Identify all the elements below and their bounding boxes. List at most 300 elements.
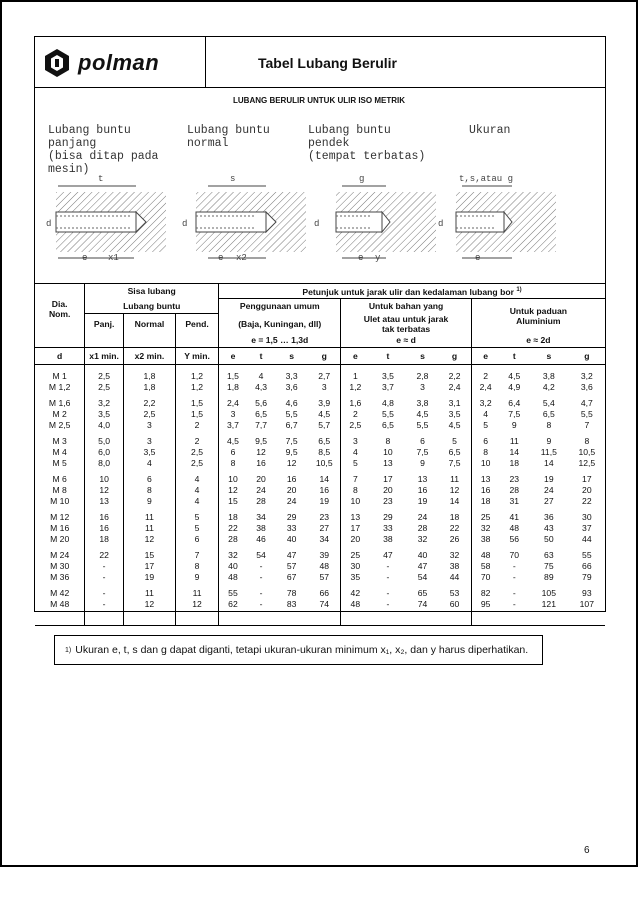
- table-cell: 12: [123, 598, 175, 609]
- table-cell: 33: [383, 522, 393, 533]
- table-cell: 27: [308, 522, 341, 533]
- table-cell: 74: [417, 598, 428, 609]
- table-cell: 67: [286, 571, 297, 582]
- table-cell: 19: [544, 474, 554, 484]
- table-cell: 82: [480, 588, 491, 598]
- table-cell: 8,5: [308, 446, 341, 457]
- brand-name: polman: [78, 50, 160, 75]
- table-cell: 13: [350, 512, 361, 522]
- table-cell: 2: [352, 408, 358, 419]
- table-cell: 31: [509, 495, 520, 506]
- table-cell: 48: [308, 560, 341, 571]
- table-cell: 8: [352, 484, 358, 495]
- table-cell: 6,5: [438, 446, 471, 457]
- table-cell: 6: [420, 436, 425, 446]
- dim-g: g: [359, 174, 365, 184]
- table-cell: 63: [544, 550, 554, 560]
- table-cell: 6,5: [381, 419, 394, 430]
- table-cell: 13: [480, 474, 491, 484]
- table-cell: 11: [438, 468, 471, 484]
- table-cell: 4,2: [542, 381, 555, 392]
- column-header: x2 min.: [123, 348, 175, 365]
- table-cell: 15: [123, 544, 175, 560]
- table-cell: 41: [509, 512, 520, 522]
- table-row: [35, 381, 605, 392]
- table-cell: 3: [308, 381, 341, 392]
- caption-normal-hole: Lubang buntu normal: [187, 124, 270, 150]
- table-row: [35, 506, 605, 522]
- header-dia-nom: Dia. Nom.: [35, 284, 85, 334]
- table-cell: 3,6: [285, 381, 298, 392]
- table-cell: 23: [308, 506, 341, 522]
- dim-d-3: d: [314, 219, 320, 229]
- page-number: 6: [584, 845, 590, 856]
- table-cell: 4: [176, 495, 219, 506]
- table-row: [35, 495, 605, 506]
- table-cell: 1,2: [349, 381, 362, 392]
- header-alu-e: e ≈ 2d: [526, 335, 551, 346]
- table-cell: -: [259, 560, 263, 571]
- table-cell: 5,5: [285, 408, 298, 419]
- table-cell: 10,5: [578, 446, 596, 457]
- table-cell: 48: [228, 571, 238, 582]
- table-cell: 16: [286, 474, 297, 484]
- table-cell: 2,4: [438, 381, 471, 392]
- table-cell: 12: [123, 533, 175, 544]
- dim-x1: x1: [108, 253, 119, 263]
- table-cell: 9: [420, 457, 425, 468]
- table-cell: -: [85, 571, 124, 582]
- table-cell: 3,6: [580, 381, 593, 392]
- header-ductile-e: e ≈ d: [341, 334, 471, 348]
- table-cell: 8: [230, 457, 236, 468]
- table-cell: 105: [541, 588, 556, 598]
- table-cell: -: [512, 560, 516, 571]
- table-cell: 6: [123, 468, 175, 484]
- table-cell: 9: [176, 571, 219, 582]
- table-cell: 33: [286, 522, 297, 533]
- table-cell: M 4: [35, 446, 85, 457]
- table-cell: 16: [308, 484, 341, 495]
- dim-e-2: e: [218, 253, 224, 263]
- table-cell: 5,4: [542, 398, 555, 408]
- table-cell: 16: [417, 484, 428, 495]
- table-cell: 5,0: [85, 430, 124, 446]
- table-cell: 4,3: [255, 381, 268, 392]
- table-cell: 16: [85, 522, 124, 533]
- table-cell: 20: [383, 484, 393, 495]
- table-cell: -: [386, 598, 390, 609]
- table-cell: -: [85, 582, 124, 598]
- table-cell: 83: [286, 598, 297, 609]
- table-cell: 19: [123, 571, 175, 582]
- table-cell: 66: [308, 582, 341, 598]
- table-cell: 6: [176, 533, 219, 544]
- table-cell: 2,2: [438, 365, 471, 382]
- column-header: g: [308, 348, 341, 365]
- table-cell: 5,6: [255, 398, 268, 408]
- table-cell: -: [85, 560, 124, 571]
- table-row: [35, 560, 605, 571]
- table-cell: 4: [176, 484, 219, 495]
- table-cell: 11: [176, 582, 219, 598]
- table-cell: 1,6: [349, 398, 362, 408]
- table-cell: 43: [544, 522, 554, 533]
- table-cell: 1,8: [123, 381, 175, 392]
- table-cell: 48: [350, 598, 361, 609]
- column-header: s: [546, 351, 552, 361]
- table-cell: 13: [85, 495, 124, 506]
- table-cell: 95: [480, 598, 491, 609]
- table-cell: 30: [350, 560, 361, 571]
- dim-e-4: e: [475, 253, 481, 263]
- table-cell: 3: [352, 436, 358, 446]
- table-cell: 14: [509, 446, 520, 457]
- table-cell: 22: [582, 495, 592, 506]
- column-header: s: [289, 351, 295, 361]
- table-cell: 2,4: [226, 398, 239, 408]
- diagram-normal-hole: [196, 186, 306, 258]
- table-cell: 89: [544, 571, 554, 582]
- table-cell: 8: [385, 436, 391, 446]
- table-cell: 10: [480, 457, 491, 468]
- dim-t: t: [98, 174, 104, 184]
- table-cell: 1: [352, 371, 358, 381]
- table-row: [35, 522, 605, 533]
- table-row: [35, 582, 605, 598]
- table-cell: 70: [509, 550, 520, 560]
- table-cell: 24: [544, 484, 554, 495]
- table-cell: 6,5: [255, 408, 268, 419]
- table-cell: 46: [256, 533, 266, 544]
- table-cell: M 1,2: [35, 381, 85, 392]
- table-cell: 10: [228, 474, 238, 484]
- table-cell: 6,5: [308, 430, 341, 446]
- dim-e-3: e: [358, 253, 364, 263]
- table-cell: 5: [483, 419, 489, 430]
- table-cell: M 20: [35, 533, 85, 544]
- table-cell: 1,2: [176, 381, 219, 392]
- table-cell: 2,5: [123, 408, 175, 419]
- table-cell: 78: [286, 588, 297, 598]
- table-cell: 29: [383, 512, 393, 522]
- table-cell: M 2: [35, 408, 85, 419]
- table-cell: 17: [383, 474, 393, 484]
- table-cell: 3,2: [479, 398, 492, 408]
- table-cell: 18: [85, 533, 124, 544]
- table-cell: 2,4: [479, 381, 492, 392]
- table-cell: 38: [256, 522, 266, 533]
- footnote: [54, 635, 543, 665]
- table-cell: 58: [480, 560, 491, 571]
- table-cell: 28: [417, 522, 428, 533]
- table-cell: 3,9: [308, 392, 341, 408]
- table-cell: 20: [256, 474, 266, 484]
- table-cell: 3: [123, 419, 175, 430]
- table-cell: 3,5: [85, 408, 124, 419]
- table-cell: 7,7: [255, 419, 268, 430]
- table-cell: 4,5: [308, 408, 341, 419]
- header-group-ductile-b: Ulet atau untuk jarak tak terbatas: [341, 314, 471, 334]
- table-cell: 5: [438, 430, 471, 446]
- table-cell: 11: [123, 582, 175, 598]
- table-cell: 4,8: [381, 398, 394, 408]
- table-cell: 3,5: [381, 371, 394, 381]
- table-cell: 66: [582, 560, 592, 571]
- table-cell: 14: [438, 495, 471, 506]
- table-cell: 2,5: [349, 419, 362, 430]
- table-cell: 9,5: [255, 436, 268, 446]
- polman-logo-icon: [44, 48, 70, 78]
- table-cell: 121: [541, 598, 556, 609]
- table-cell: 8: [176, 560, 219, 571]
- table-cell: 2,2: [123, 392, 175, 408]
- diagram-long-hole: [56, 186, 166, 258]
- dim-x2: x2: [236, 253, 247, 263]
- table-cell: 5,5: [580, 408, 593, 419]
- table-cell: 8: [123, 484, 175, 495]
- table-cell: 4,7: [580, 398, 593, 408]
- table-cell: 24: [286, 495, 297, 506]
- table-cell: 38: [383, 533, 393, 544]
- table-cell: 22: [228, 522, 238, 533]
- table-subtitle: LUBANG BERULIR UNTUK ULIR ISO METRIK: [233, 96, 405, 105]
- table-cell: 54: [417, 571, 428, 582]
- table-cell: 24: [256, 484, 266, 495]
- table-cell: 7: [176, 544, 219, 560]
- header-lubang-buntu: Lubang buntu: [85, 299, 219, 314]
- table-cell: 2,5: [85, 365, 124, 382]
- table-cell: 22: [85, 544, 124, 560]
- table-row: [35, 533, 605, 544]
- header-petunjuk: Petunjuk untuk jarak ulir dan kedalaman lubang bor $^{1)}$: [302, 286, 522, 297]
- table-row: [35, 430, 605, 446]
- table-cell: 47: [383, 550, 393, 560]
- table-cell: 16: [256, 457, 266, 468]
- table-cell: 13: [417, 474, 428, 484]
- table-cell: 7,5: [438, 457, 471, 468]
- table-cell: 11: [123, 522, 175, 533]
- table-cell: 28: [228, 533, 238, 544]
- table-cell: 65: [417, 588, 428, 598]
- table-cell: 17: [350, 522, 361, 533]
- table-cell: 74: [308, 598, 341, 609]
- table-cell: 38: [438, 560, 471, 571]
- table-cell: 2: [483, 371, 489, 381]
- table-cell: M 1,6: [35, 392, 85, 408]
- table-cell: 4,9: [508, 381, 521, 392]
- column-header: g: [438, 348, 471, 365]
- table-cell: 70: [480, 571, 491, 582]
- table-cell: -: [512, 571, 516, 582]
- table-cell: 3,1: [438, 392, 471, 408]
- table-cell: 42: [350, 588, 361, 598]
- table-row: [35, 598, 605, 609]
- table-cell: 3,2: [85, 392, 124, 408]
- column-header: e: [352, 351, 358, 361]
- table-cell: 2: [176, 430, 219, 446]
- table-cell: 3,5: [123, 446, 175, 457]
- table-cell: 32: [438, 544, 471, 560]
- column-header: x1 min.: [85, 348, 124, 365]
- table-cell: 44: [438, 571, 471, 582]
- table-cell: 62: [228, 598, 238, 609]
- table-cell: 1,2: [176, 365, 219, 382]
- table-cell: 16: [85, 506, 124, 522]
- table-cell: -: [386, 560, 390, 571]
- table-cell: 9,5: [285, 446, 298, 457]
- dim-y: y: [375, 253, 381, 263]
- table-cell: 10: [350, 495, 361, 506]
- table-cell: 22: [438, 522, 471, 533]
- table-cell: 4,0: [85, 419, 124, 430]
- table-cell: 12: [228, 484, 238, 495]
- table-cell: 3: [230, 408, 236, 419]
- frame-top-line: [0, 0, 638, 2]
- table-cell: 15: [228, 495, 238, 506]
- table-cell: 40: [417, 550, 428, 560]
- table-cell: M 5: [35, 457, 85, 468]
- header-pend: Pend.: [176, 314, 219, 334]
- header-normal: Normal: [123, 314, 175, 334]
- table-cell: 26: [438, 533, 471, 544]
- table-cell: M 12: [35, 506, 85, 522]
- table-cell: 20: [582, 484, 592, 495]
- table-cell: 24: [417, 512, 428, 522]
- table-cell: 1,5: [176, 392, 219, 408]
- table-cell: M 3: [35, 430, 85, 446]
- table-cell: 4: [483, 408, 489, 419]
- column-header: d: [35, 348, 85, 365]
- table-row: [35, 365, 605, 382]
- table-cell: 17: [123, 560, 175, 571]
- table-cell: 7: [584, 419, 590, 430]
- table-cell: 9: [511, 419, 517, 430]
- table-cell: 20: [286, 484, 297, 495]
- dim-d-2: d: [182, 219, 188, 229]
- header-panj: Panj.: [85, 314, 124, 334]
- table-cell: 4,6: [285, 398, 298, 408]
- header-general-e: e = 1,5 … 1,3d: [219, 334, 341, 348]
- table-cell: 11: [123, 506, 175, 522]
- column-header: e: [483, 351, 489, 361]
- table-row: [35, 446, 605, 457]
- frame-bottom-line: [0, 865, 638, 867]
- table-body: [35, 365, 605, 626]
- table-cell: -: [259, 598, 263, 609]
- dim-tsg: t,s,atau g: [459, 174, 514, 184]
- table-cell: 5: [176, 522, 219, 533]
- table-cell: 39: [308, 544, 341, 560]
- table-cell: 8: [546, 419, 552, 430]
- table-cell: 6,5: [542, 408, 555, 419]
- table-cell: 4: [352, 446, 358, 457]
- table-cell: 4: [258, 371, 264, 381]
- table-cell: 18: [480, 495, 491, 506]
- table-row: [35, 571, 605, 582]
- table-cell: 10,5: [308, 457, 341, 468]
- table-cell: -: [259, 571, 263, 582]
- table-cell: 7: [352, 474, 358, 484]
- table-cell: 7,5: [285, 436, 298, 446]
- table-cell: 25: [480, 512, 491, 522]
- table-cell: 79: [582, 571, 592, 582]
- table-cell: 7,5: [508, 408, 521, 419]
- table-cell: -: [386, 588, 390, 598]
- table-cell: 4,5: [508, 371, 521, 381]
- table-cell: 14: [544, 457, 554, 468]
- table-cell: -: [85, 598, 124, 609]
- table-cell: M 24: [35, 544, 85, 560]
- table-cell: 3,2: [580, 371, 593, 381]
- table-cell: 11,5: [540, 446, 557, 457]
- column-header: Y min.: [176, 348, 219, 365]
- table-cell: 3: [420, 381, 425, 392]
- table-row: [35, 457, 605, 468]
- table-cell: 34: [308, 533, 341, 544]
- table-cell: 40: [286, 533, 297, 544]
- table-cell: 30: [582, 512, 592, 522]
- table-cell: 7,5: [416, 446, 429, 457]
- table-cell: 8: [584, 436, 590, 446]
- diagram-size-hole: [456, 186, 556, 258]
- table-cell: 40: [228, 560, 238, 571]
- table-cell: 4,5: [438, 419, 471, 430]
- frame-left-line: [0, 0, 2, 867]
- table-cell: 54: [256, 550, 266, 560]
- table-cell: 3,5: [438, 408, 471, 419]
- table-row: [35, 392, 605, 408]
- table-cell: 3,3: [285, 371, 298, 381]
- footnote-text: Ukuran e, t, s dan g dapat diganti, tetapi ukuran-ukuran minimum x₁, x₂, dan y harus diperhatikan.: [75, 644, 529, 656]
- table-cell: 2: [176, 419, 219, 430]
- table-row: [35, 468, 605, 484]
- table-cell: 5: [176, 506, 219, 522]
- header-group-general-b: (Baja, Kuningan, dll): [219, 314, 341, 334]
- table-cell: 18: [228, 512, 238, 522]
- table-row: [35, 419, 605, 430]
- table-cell: 12: [438, 484, 471, 495]
- table-cell: 47: [286, 550, 297, 560]
- table-cell: 107: [579, 598, 594, 609]
- table-cell: 10: [383, 446, 393, 457]
- table-cell: -: [512, 588, 516, 598]
- caption-short-hole: Lubang buntu pendek (tempat terbatas): [308, 124, 426, 163]
- column-header: g: [584, 351, 590, 361]
- table-cell: 75: [544, 560, 554, 571]
- table-cell: 6,0: [85, 446, 124, 457]
- table-cell: 32: [228, 550, 238, 560]
- table-cell: 3,7: [381, 381, 394, 392]
- table-cell: 12,5: [578, 457, 596, 468]
- table-cell: 2,5: [176, 457, 219, 468]
- table-cell: -: [512, 598, 516, 609]
- table-cell: 12: [85, 484, 124, 495]
- table-cell: 57: [286, 560, 297, 571]
- header-group-ductile-a: Untuk bahan yang: [341, 299, 471, 314]
- table-cell: 4: [123, 457, 175, 468]
- table-cell: 18: [509, 457, 520, 468]
- table-cell: 1,8: [123, 365, 175, 382]
- column-header: t: [386, 351, 390, 361]
- table-cell: 53: [438, 582, 471, 598]
- table-cell: M 42: [35, 582, 85, 598]
- table-cell: 12: [256, 446, 266, 457]
- table-cell: M 36: [35, 571, 85, 582]
- caption-long-hole: Lubang buntu panjang (bisa ditap pada mesin): [48, 124, 159, 176]
- table-cell: 13: [383, 457, 393, 468]
- dim-d-4: d: [438, 219, 444, 229]
